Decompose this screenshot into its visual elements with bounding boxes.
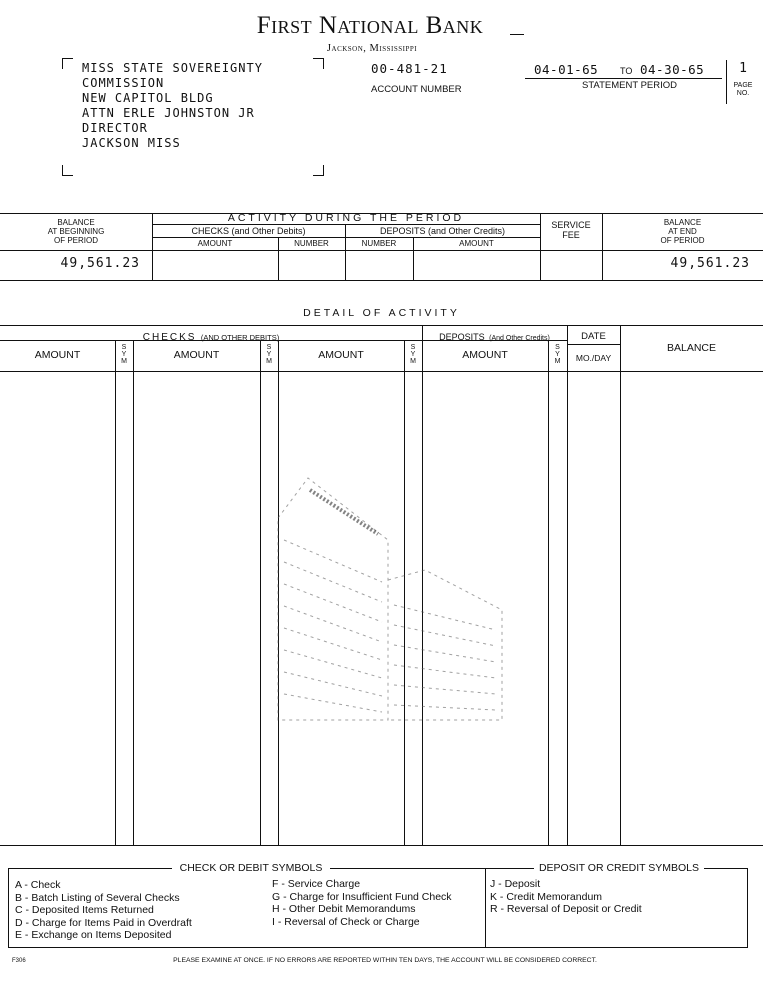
- bank-name: First National Bank: [256, 12, 484, 39]
- summary-rule-bottom: [0, 280, 763, 281]
- balance-column-header: BALANCE: [666, 342, 717, 354]
- address-line: ATTN ERLE JOHNSTON JR: [82, 106, 255, 120]
- checks-debits-header: CHECKS (and Other Debits): [191, 226, 306, 236]
- sym-letter: Y: [266, 351, 272, 358]
- amount-column-header: AMOUNT: [34, 349, 81, 361]
- sym-column-header: [404, 344, 422, 365]
- address-line: JACKSON MISS: [82, 136, 181, 150]
- examination-notice: PLEASE EXAMINE AT ONCE. IF NO ERRORS ARE REPORTED WITHIN TEN DAYS, THE ACCOUNT WILL BE CONSIDERED CORRECT.: [173, 957, 597, 964]
- sym-letter: S: [555, 344, 560, 351]
- header-line: OF PERIOD: [660, 236, 705, 245]
- address-line: MISS STATE SOVEREIGNTY: [82, 61, 263, 75]
- sym-column-header: [260, 344, 278, 365]
- deposits-number-header: NUMBER: [361, 239, 397, 248]
- debit-symbols-col-1: [15, 879, 192, 942]
- activity-title-rule: [152, 224, 540, 225]
- legend-item: I - Reversal of Check or Charge: [272, 915, 420, 928]
- sym-letter: S: [266, 344, 272, 351]
- sym-letter: M: [554, 358, 561, 365]
- page-divider: [726, 60, 727, 104]
- address-corner-top-left: [62, 58, 73, 69]
- period-to: 04-30-65: [640, 62, 705, 77]
- header-line: OF PERIOD: [53, 236, 98, 245]
- address-corner-bottom-left: [62, 165, 73, 176]
- detail-checks-header: [0, 327, 422, 345]
- address-corner-bottom-right: [313, 165, 324, 176]
- detail-date-rule: [567, 344, 620, 345]
- page-label: [728, 82, 758, 98]
- legend-item: E - Exchange on Items Deposited: [15, 929, 172, 942]
- checks-label: CHECKS: [142, 332, 197, 343]
- amount-column-header: AMOUNT: [173, 349, 220, 361]
- address-line: NEW CAPITOL BLDG: [82, 91, 214, 105]
- bank-building-watermark: [270, 470, 510, 740]
- page-label-line: PAGE: [733, 82, 753, 89]
- summary-rule-mid: [0, 250, 763, 251]
- bank-name-flourish: [510, 34, 524, 35]
- sym-column-header: [548, 344, 567, 365]
- legend-item: H - Other Debit Memorandums: [272, 903, 416, 916]
- sym-letter: S: [121, 344, 127, 351]
- legend-item: J - Deposit: [490, 878, 541, 890]
- checks-sublabel: (AND OTHER DEBITS): [200, 333, 280, 342]
- date-column-header: DATE: [581, 331, 606, 342]
- detail-rule-bottom: [0, 845, 763, 846]
- period-to-word: TO: [620, 66, 633, 76]
- period-rule: [525, 78, 722, 79]
- legend-item: F - Service Charge: [272, 878, 361, 890]
- legend-item: C - Deposited Items Returned: [15, 904, 154, 917]
- sym-letter: Y: [121, 351, 127, 358]
- mo-day-column-header: MO./DAY: [575, 353, 612, 363]
- account-number: 00-481-21: [371, 61, 448, 76]
- ending-balance-value: 49,561.23: [670, 256, 750, 271]
- activity-subheader-rule: [152, 237, 540, 238]
- form-number: F306: [12, 958, 26, 964]
- statement-period-label: STATEMENT PERIOD: [582, 80, 678, 91]
- debit-symbols-title: CHECK OR DEBIT SYMBOLS: [172, 862, 330, 874]
- legend-item: B - Batch Listing of Several Checks: [15, 891, 180, 904]
- detail-rule-top: [0, 325, 763, 326]
- legend-item: R - Reversal of Deposit or Credit: [490, 903, 642, 916]
- address-line: DIRECTOR: [82, 121, 148, 135]
- deposits-credits-header: DEPOSITS (and Other Credits): [379, 226, 506, 236]
- detail-col-divider: [567, 325, 568, 845]
- header-line: FEE: [562, 230, 580, 240]
- credit-symbols-title: DEPOSIT OR CREDIT SYMBOLS: [534, 862, 704, 874]
- legend-divider: [485, 868, 486, 948]
- sym-letter: S: [410, 344, 416, 351]
- address-line: COMMISSION: [82, 76, 165, 90]
- detail-col-divider: [133, 340, 134, 845]
- detail-title: DETAIL OF ACTIVITY: [303, 307, 460, 319]
- detail-col-divider: [620, 325, 621, 845]
- header-line: AT END: [668, 227, 697, 236]
- legend-item: K - Credit Memorandum: [490, 890, 603, 903]
- deposits-sublabel: (And Other Credits): [489, 335, 550, 342]
- detail-col-divider: [548, 340, 549, 845]
- beginning-balance-header: [0, 218, 152, 245]
- service-fee-header: [540, 220, 602, 240]
- sym-column-header: [115, 344, 133, 365]
- header-line: BALANCE: [57, 218, 95, 227]
- sym-letter: M: [266, 358, 272, 365]
- legend-item: G - Charge for Insufficient Fund Check: [272, 890, 452, 903]
- deposits-amount-header: AMOUNT: [459, 239, 494, 248]
- amount-column-header: AMOUNT: [462, 349, 508, 361]
- legend-item: D - Charge for Items Paid in Overdraft: [15, 916, 192, 929]
- beginning-balance-value: 49,561.23: [60, 256, 140, 271]
- header-line: AT BEGINNING: [47, 227, 105, 236]
- detail-deposits-header: [422, 327, 567, 345]
- sym-letter: M: [121, 358, 127, 365]
- ending-balance-header: [602, 218, 763, 245]
- period-from: 04-01-65: [534, 62, 599, 77]
- legend-item: A - Check: [15, 879, 61, 891]
- detail-col-divider: [260, 340, 261, 845]
- bank-location: Jackson, Mississippi: [326, 43, 418, 54]
- credit-symbols-col: [490, 878, 642, 916]
- page-label-line: NO.: [736, 90, 750, 97]
- detail-col-divider: [115, 340, 116, 845]
- header-line: BALANCE: [663, 218, 702, 227]
- address-block: [82, 61, 263, 151]
- checks-number-header: NUMBER: [294, 239, 329, 248]
- deposits-label: DEPOSITS: [439, 332, 485, 342]
- activity-title: ACTIVITY DURING THE PERIOD: [227, 212, 465, 224]
- sym-letter: Y: [410, 351, 416, 358]
- header-line: SERVICE: [551, 220, 591, 230]
- page-number: 1: [739, 61, 747, 76]
- account-number-label: ACCOUNT NUMBER: [371, 84, 462, 95]
- sym-letter: M: [410, 358, 416, 365]
- address-corner-top-right: [313, 58, 324, 69]
- amount-column-header: AMOUNT: [318, 349, 364, 361]
- debit-symbols-col-2: [272, 878, 452, 928]
- checks-amount-header: AMOUNT: [197, 239, 233, 248]
- sym-letter: Y: [555, 351, 560, 358]
